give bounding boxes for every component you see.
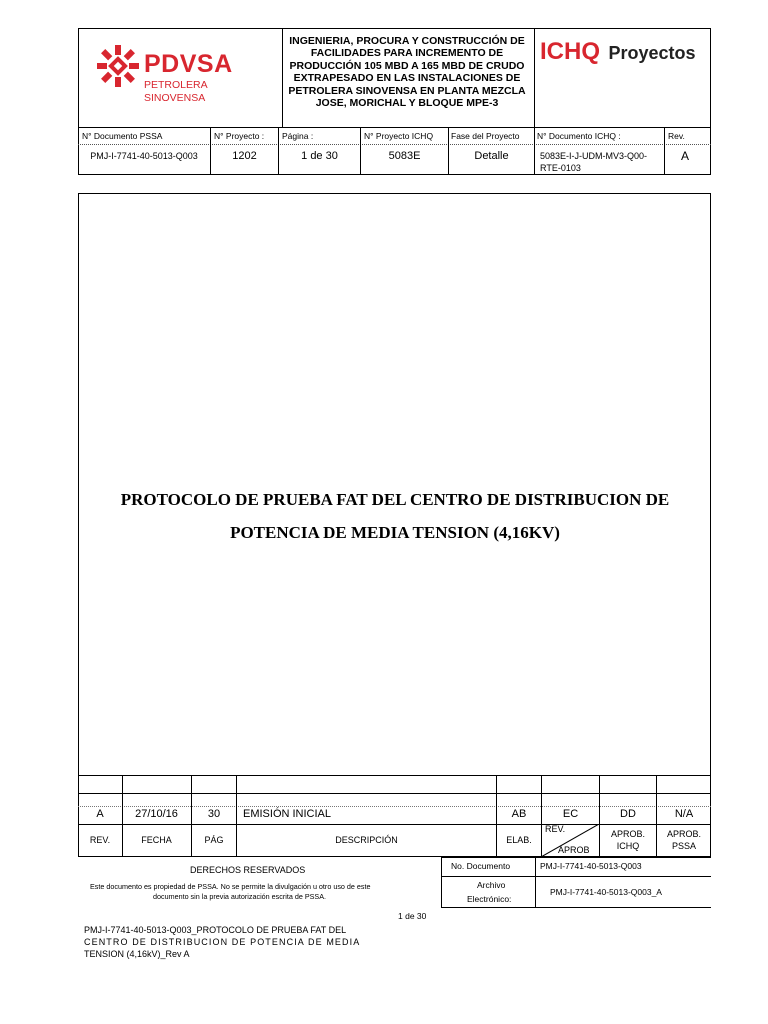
rev-hdr-pag: PÁG [204, 835, 224, 845]
value-doc-pssa: PMJ-I-7741-40-5013-Q003 [90, 151, 198, 161]
rights-title: DERECHOS RESERVADOS [190, 865, 306, 875]
rev-row-elab: AB [511, 808, 527, 820]
label-proyecto: N° Proyecto : [214, 131, 265, 141]
pdvsa-sun-icon [96, 44, 140, 88]
pdvsa-line1: PETROLERA [144, 79, 208, 91]
rev-hdr-descripcion: DESCRIPCIÓN [335, 835, 398, 845]
value-fase: Detalle [474, 150, 509, 162]
rev-hdr-rev: REV. [89, 835, 111, 845]
label-rev: Rev. [668, 131, 685, 141]
label-doc-pssa: N° Documento PSSA [82, 131, 163, 141]
project-title: INGENIERIA, PROCURA Y CONSTRUCCIÓN DE FACILIDADES PARA INCREMENTO DE PRODUCCIÓN 105 MBD A 165 MBD DE CRUDO EXTRAPESADO EN LAS INSTALACIONES DE PETROLERA SINOVENSA EN PLANTA MEZCLA JOSE, MORICHAL Y BLOQUE MPE-3 [288, 35, 526, 110]
value-doc-ichq-2: RTE-0103 [540, 163, 581, 173]
value-proyecto-ichq: 5083E [388, 150, 421, 162]
ichq-suffix: Proyectos [608, 43, 696, 63]
rev-hdr-aprob-ichq-2: ICHQ [616, 841, 640, 851]
no-doc-label: No. Documento [451, 861, 511, 871]
rights-text-2: documento sin la previa autorización escrita de PSSA. [153, 892, 326, 901]
value-proyecto: 1202 [232, 150, 257, 162]
rev-row-aprob-ichq: DD [620, 808, 636, 820]
rev-hdr-aprob-pssa-1: APROB. [666, 829, 701, 839]
rev-hdr-aprob-ichq-1: APROB. [610, 829, 645, 839]
filename-line3: TENSION (4,16kV)_Rev A [84, 949, 190, 959]
label-pagina: Página : [282, 131, 314, 141]
rev-row-aprob-pssa: N/A [674, 808, 694, 820]
archivo-value: PMJ-I-7741-40-5013-Q003_A [550, 887, 662, 897]
rev-row-descripcion: EMISIÓN INICIAL [243, 808, 332, 820]
page-number: 1 de 30 [398, 911, 427, 921]
pdvsa-logo [96, 44, 276, 108]
archivo-label-2: Electrónico: [467, 894, 512, 904]
label-doc-ichq: N° Documento ICHQ : [537, 131, 621, 141]
rev-row-rev: A [96, 808, 104, 820]
rev-hdr-fecha: FECHA [141, 835, 172, 845]
label-fase: Fase del Proyecto [451, 131, 520, 141]
pdvsa-brand: PDVSA [144, 50, 233, 78]
pdvsa-line2: SINOVENSA [144, 92, 206, 104]
value-rev: A [680, 149, 689, 163]
archivo-label-1: Archivo [477, 880, 506, 890]
rev-hdr-rev-aprob-top: REV. [545, 824, 566, 834]
rev-row-rev-by: EC [562, 808, 579, 820]
label-proyecto-ichq: N° Proyecto ICHQ [364, 131, 434, 141]
no-doc-value: PMJ-I-7741-40-5013-Q003 [540, 861, 642, 871]
rev-hdr-elab: ELAB. [506, 835, 532, 845]
ichq-brand: ICHQ [540, 38, 600, 65]
document-title-line1: PROTOCOLO DE PRUEBA FAT DEL CENTRO DE DISTRIBUCION DE [120, 490, 670, 509]
rev-row-fecha: 27/10/16 [135, 808, 178, 820]
filename-line1: PMJ-I-7741-40-5013-Q003_PROTOCOLO DE PRUEBA FAT DEL [84, 925, 347, 935]
filename-line2: CENTRO DE DISTRIBUCION DE POTENCIA DE MEDIA [84, 937, 361, 947]
value-doc-ichq-1: 5083E-I-J-UDM-MV3-Q00- [540, 151, 648, 161]
rev-hdr-rev-aprob-bottom: APROB [558, 845, 590, 855]
value-pagina: 1 de 30 [301, 150, 338, 162]
document-title-line2: POTENCIA DE MEDIA TENSION (4,16KV) [230, 523, 560, 542]
ichq-logo [540, 38, 710, 74]
rev-hdr-aprob-pssa-2: PSSA [671, 841, 696, 851]
rights-text-1: Este documento es propiedad de PSSA. No se permite la divulgación u otro uso de este [90, 882, 371, 891]
rev-row-pag: 30 [207, 808, 221, 820]
